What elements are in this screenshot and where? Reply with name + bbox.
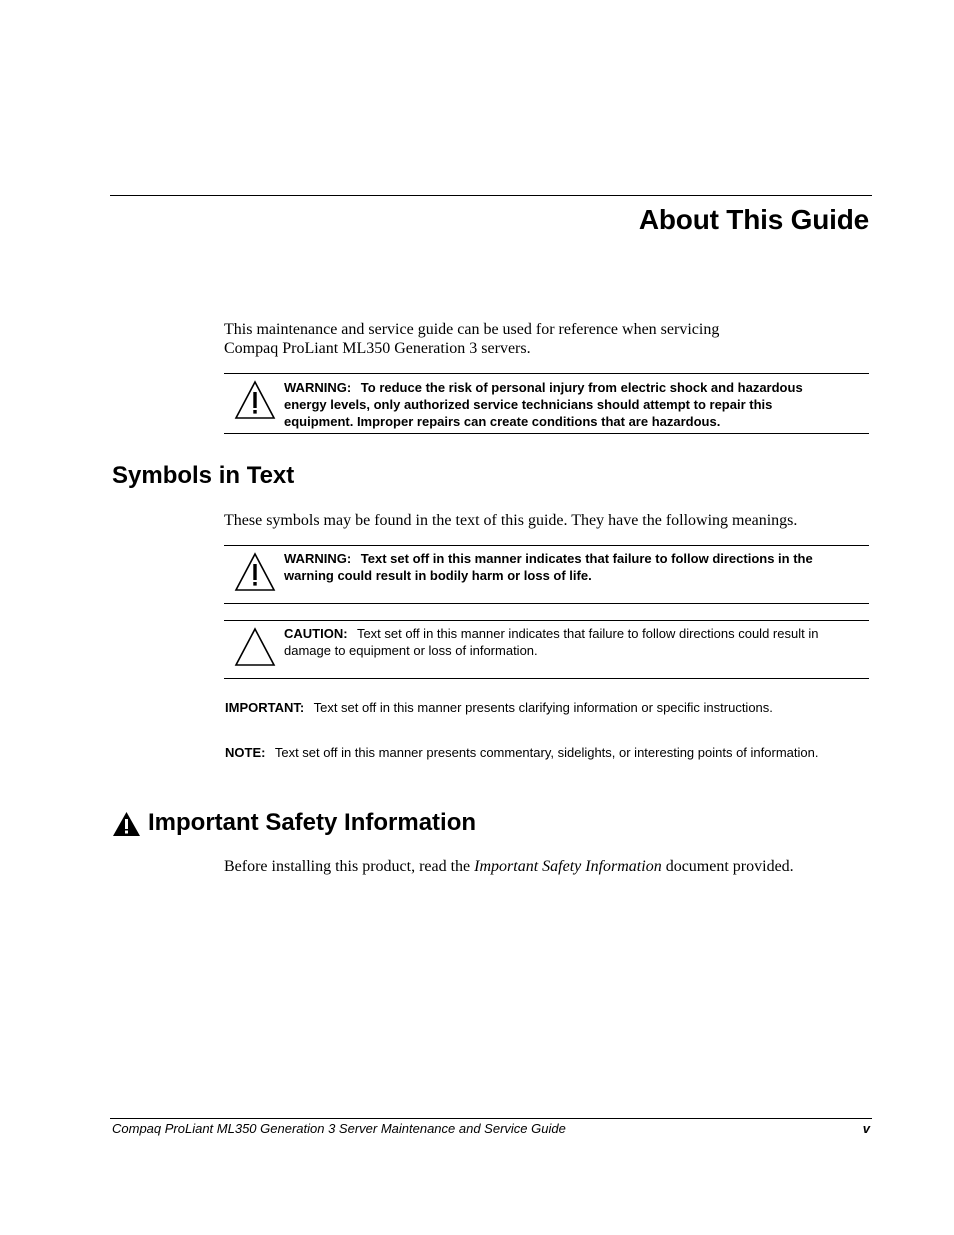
page-number: v	[862, 1121, 870, 1136]
caution-notice	[224, 620, 869, 679]
warning-triangle-icon	[234, 552, 276, 597]
section-heading-safety: Important Safety Information	[148, 809, 477, 836]
intro-line-2: Compaq ProLiant ML350 Generation 3 servers.	[224, 340, 531, 357]
note-text: Text set off in this manner presents commentary, sidelights, or interesting points of information.	[274, 745, 819, 760]
important-label: IMPORTANT:	[225, 700, 305, 715]
important-note	[225, 699, 773, 716]
page-title: About This Guide	[638, 204, 869, 235]
warning-line-1: To reduce the risk of personal injury from electric shock and hazardous	[360, 380, 803, 395]
caution-triangle-icon	[234, 627, 276, 672]
warning-notice-intro	[224, 373, 869, 434]
warning-text-intro	[284, 379, 865, 430]
top-rule	[110, 195, 872, 196]
intro-paragraph	[224, 320, 719, 358]
caution-text	[284, 625, 865, 659]
footer-title: Compaq ProLiant ML350 Generation 3 Server Maintenance and Service Guide	[112, 1121, 566, 1136]
caution-line-1: Text set off in this manner indicates that failure to follow directions could result in	[356, 626, 819, 641]
safety-warning-icon	[112, 811, 141, 842]
intro-line-1: This maintenance and service guide can be used for reference when servicing	[224, 321, 720, 338]
warning-line-2: energy levels, only authorized service technicians should attempt to repair this	[284, 397, 773, 412]
warning-label: WARNING:	[284, 380, 352, 395]
important-text: Text set off in this manner presents clarifying information or specific instructions.	[313, 700, 773, 715]
safety-text-before: Before installing this product, read the	[224, 858, 475, 875]
symbols-intro-text: These symbols may be found in the text of this guide. They have the following meanings.	[224, 512, 798, 529]
warning-triangle-icon	[234, 380, 276, 425]
caution-line-2: damage to equipment or loss of information.	[284, 643, 538, 658]
warning-text-example	[284, 550, 865, 584]
warning-line-2: warning could result in bodily harm or loss of life.	[284, 568, 592, 583]
warning-label: WARNING:	[284, 551, 352, 566]
caution-label: CAUTION:	[284, 626, 348, 641]
safety-text-after: document provided.	[661, 858, 794, 875]
note-note	[225, 744, 818, 761]
warning-line-1: Text set off in this manner indicates that failure to follow directions in the	[360, 551, 813, 566]
safety-document-title: Important Safety Information	[474, 858, 662, 875]
warning-line-3: equipment. Improper repairs can create conditions that are hazardous.	[284, 414, 721, 429]
safety-paragraph	[224, 857, 794, 876]
warning-notice-example	[224, 545, 869, 604]
section-heading-symbols: Symbols in Text	[112, 462, 295, 489]
footer-rule	[110, 1118, 872, 1119]
note-label: NOTE:	[225, 745, 266, 760]
